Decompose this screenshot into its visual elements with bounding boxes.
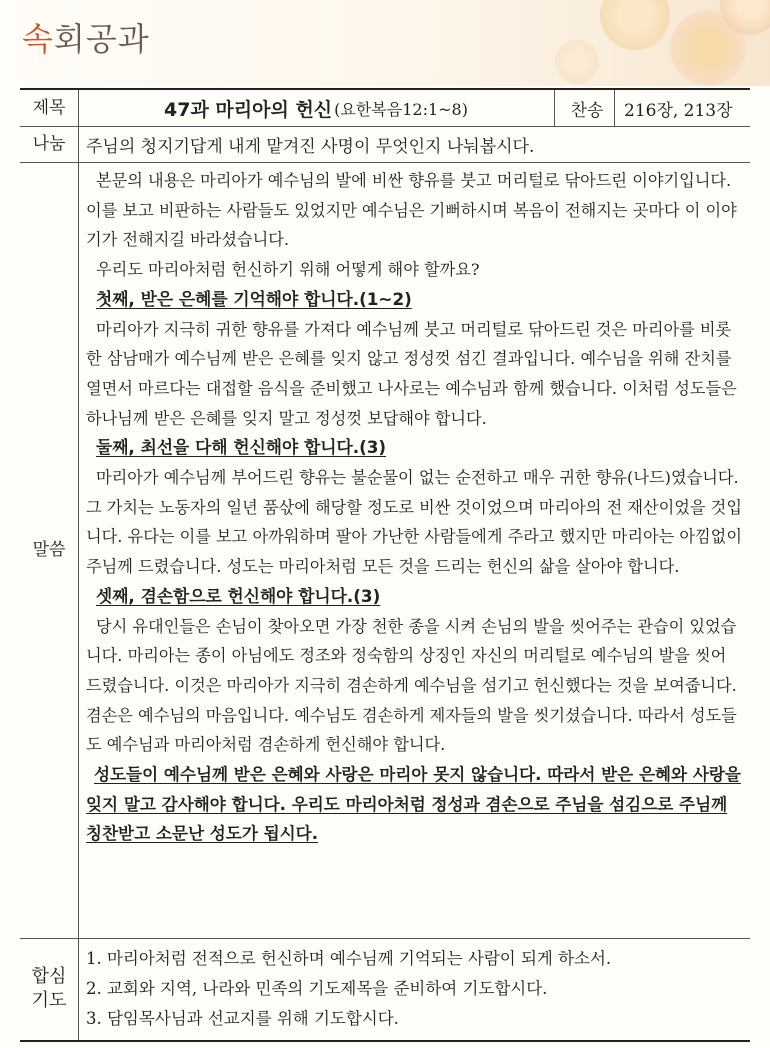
question-paragraph: 우리도 마리아처럼 헌신하기 위해 어떻게 해야 할까요? (96, 260, 480, 280)
word-content (86, 166, 742, 849)
lesson-table (20, 88, 750, 1042)
lesson-title: 47과 마리아의 헌신 (164, 98, 333, 121)
share-text: 주님의 청지기답게 내게 맡겨진 사명이 무엇인지 나눠봅시다. (86, 137, 535, 157)
share-label: 나눔 (20, 126, 79, 162)
point-body: 마리아가 지극히 귀한 향유를 가져다 예수님께 붓고 머리털로 닦아드린 것은 마리아를 비롯한 삼남매가 예수님께 받은 은혜를 잊지 않고 정성껏 섬긴 결과입니다. 예수님을 위해 잔치를 열면서 마르다는 대접할 음식을 준비했고 나사로는 예수님과 함께 했습니다. 이처럼 성도들은 하나님께 받은 은혜를 잊지 말고 정성껏 보답해야 합니다. (86, 319, 737, 428)
word-row (20, 162, 750, 939)
prayer-list (86, 944, 742, 1034)
share-row (20, 126, 750, 163)
prayer-row (20, 938, 750, 1040)
prayer-item: 1. 마리아처럼 전적으로 헌신하며 예수님께 기억되는 사람이 되게 하소서. (86, 949, 612, 968)
section-title (22, 14, 150, 60)
flower-decoration (600, 0, 670, 50)
word-label: 말씀 (20, 162, 79, 938)
point-body: 당시 유대인들은 손님이 찾아오면 가장 천한 종을 시켜 손님의 발을 씻어주는 관습이 있었습니다. 마리아는 종이 아님에도 정조와 정숙함의 상징인 자신의 머리털로 예수님의 발을 씻어 드렸습니다. 이것은 마리아가 지극히 겸손하게 예수님을 섬기고 헌신했다는 것을 보여줍니다. 겸손은 예수님의 마음입니다. 예수님도 겸손하게 제자들의 발을 씻기셨습니다. 따라서 성도들도 예수님과 마리아처럼 겸손하게 헌신해야 합니다. (86, 616, 737, 755)
intro-paragraph: 본문의 내용은 마리아가 예수님의 발에 비싼 향유를 붓고 머리털로 닦아드린 이야기입니다. 이를 보고 비판하는 사람들도 있었지만 예수님은 기뻐하시며 복음이 전해지는 곳마다 이 이야기가 전해지길 바라셨습니다. (86, 171, 737, 250)
point-heading: 셋째, 겸손함으로 헌신해야 합니다.(3) (96, 585, 381, 606)
prayer-label (20, 938, 79, 1040)
conclusion-paragraph: 성도들이 예수님께 받은 은혜와 사랑은 마리아 못지 않습니다. 따라서 받은 은혜와 사랑을 잊지 말고 감사해야 합니다. 우리도 마리아처럼 정성과 겸손으로 주님을 섬김으로 주님께 칭찬받고 소문난 성도가 됩시다. (86, 765, 741, 844)
lesson-title-cell (78, 90, 555, 126)
section-title-rest: 회공과 (53, 20, 150, 58)
hymn-numbers: 216장, 213장 (624, 100, 733, 121)
point-body: 마리아가 예수님께 부어드린 향유는 불순물이 없는 순전하고 매우 귀한 향유(나드)였습니다. 그 가치는 노동자의 일년 품삯에 해당할 정도로 비싼 것이었으며 마리아의 전 재산이었을 것입니다. 유다는 이를 보고 아까워하며 팔아 가난한 사람들에게 주라고 했지만 마리아는 아낌없이 주님께 드렸습니다. 성도는 마리아처럼 모든 것을 드리는 헌신의 삶을 살아야 합니다. (86, 468, 742, 577)
flower-decoration (555, 40, 599, 84)
prayer-label-text: 합심 기도 (31, 965, 67, 1011)
scripture-reference: (요한복음12:1~8) (334, 99, 468, 119)
prayer-item: 3. 담임목사님과 선교지를 위해 기도합시다. (86, 1009, 399, 1028)
header-band (0, 0, 770, 86)
title-label: 제목 (20, 90, 79, 126)
point-heading: 둘째, 최선을 다해 헌신해야 합니다.(3) (96, 437, 387, 458)
prayer-item: 2. 교회와 지역, 나라와 민족의 기도제목을 준비하여 기도합시다. (86, 979, 548, 998)
section-title-first-char: 속 (22, 20, 54, 58)
hymn-label: 찬송 (560, 90, 615, 126)
point-heading: 첫째, 받은 은혜를 기억해야 합니다.(1~2) (96, 288, 412, 309)
title-row (20, 90, 750, 127)
